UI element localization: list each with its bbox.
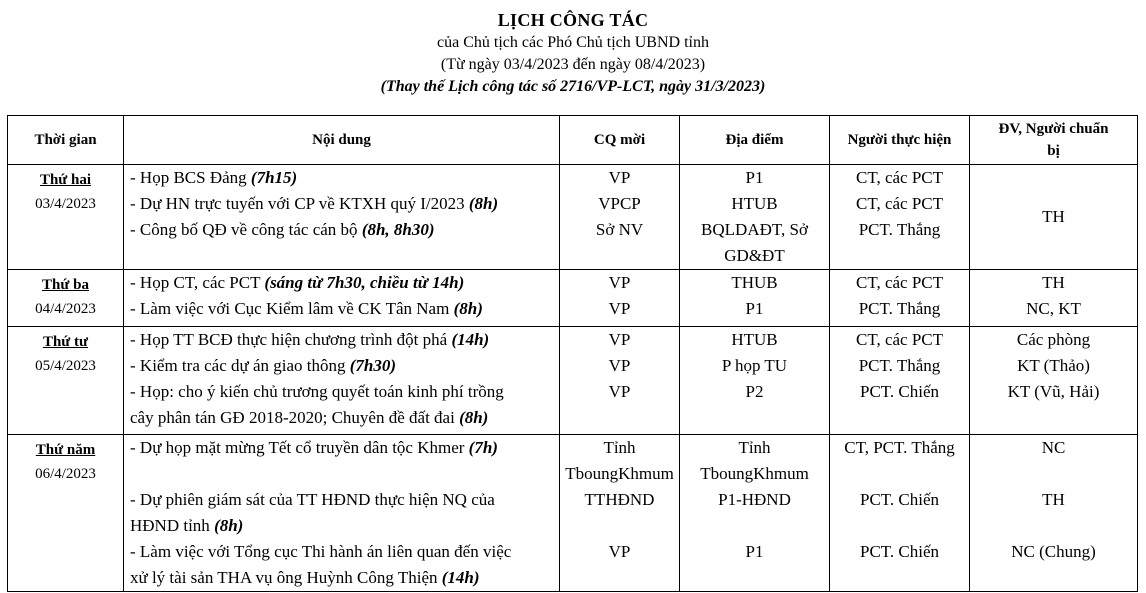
inviter-cell: Tỉnh TboungKhmum TTHĐND VP <box>560 435 680 592</box>
day-date: 04/4/2023 <box>35 301 96 317</box>
table-row-thursday <box>8 435 1138 592</box>
day-name: Thứ ba <box>42 277 89 293</box>
location-cell: Tỉnh TboungKhmum P1-HĐND P1 <box>680 435 830 592</box>
agenda-item: - Dự họp mặt mừng Tết cổ truyền dân tộc Khmer (7h) <box>130 438 498 457</box>
day-cell <box>8 327 124 435</box>
inviter-cell: VP VPCP Sở NV <box>560 165 680 270</box>
col-header-prep: ĐV, Người chuẩn bị <box>970 116 1138 165</box>
day-name: Thứ năm <box>35 442 96 458</box>
day-date: 05/4/2023 <box>35 358 96 374</box>
agenda-item: - Làm việc với Cục Kiểm lâm về CK Tân Nam (8h) <box>130 299 483 318</box>
col-header-location: Địa điểm <box>680 116 830 165</box>
performer-cell: CT, các PCT PCT. Thắng PCT. Chiến <box>830 327 970 435</box>
day-name: Thứ hai <box>39 172 92 188</box>
day-date: 03/4/2023 <box>35 196 96 212</box>
col-header-content: Nội dung <box>124 116 560 165</box>
prep-cell: NC TH NC (Chung) <box>970 435 1138 592</box>
agenda-item: - Họp BCS Đảng (7h15) <box>130 168 298 187</box>
location-cell: THUB P1 <box>680 270 830 327</box>
col-header-time: Thời gian <box>8 116 124 165</box>
performer-cell: CT, các PCT CT, các PCT PCT. Thắng <box>830 165 970 270</box>
prep-cell: TH <box>970 165 1138 270</box>
agenda-item: - Dự phiên giám sát của TT HĐND thực hiện NQ của <box>130 490 495 509</box>
agenda-item-cont: cây phân tán GĐ 2018-2020; Chuyên đề đất đai (8h) <box>130 408 489 427</box>
inviter-cell: VP VP VP <box>560 327 680 435</box>
date-range: (Từ ngày 03/4/2023 đến ngày 08/4/2023) <box>440 56 706 73</box>
performer-cell: CT, PCT. Thắng PCT. Chiến PCT. Chiến <box>830 435 970 592</box>
table-row-monday <box>8 165 1138 270</box>
day-cell <box>8 165 124 270</box>
day-cell <box>8 270 124 327</box>
table-row-tuesday <box>8 270 1138 327</box>
agenda-item: - Họp TT BCĐ thực hiện chương trình đột phá (14h) <box>130 330 490 349</box>
agenda-item-cont: HĐND tỉnh (8h) <box>130 516 244 535</box>
day-cell <box>8 435 124 592</box>
location-cell: P1 HTUB BQLDAĐT, Sở GD&ĐT <box>680 165 830 270</box>
agenda-item: - Công bố QĐ về công tác cán bộ (8h, 8h30) <box>130 220 435 239</box>
location-cell: HTUB P họp TU P2 <box>680 327 830 435</box>
agenda-item: - Họp CT, các PCT (sáng từ 7h30, chiều từ 14h) <box>130 273 465 292</box>
schedule-table <box>7 115 1138 592</box>
content-cell <box>124 270 560 327</box>
inviter-cell: VP VP <box>560 270 680 327</box>
agenda-item: - Dự HN trực tuyến với CP về KTXH quý I/2023 (8h) <box>130 194 499 213</box>
table-row-wednesday <box>8 327 1138 435</box>
agenda-item: - Kiểm tra các dự án giao thông (7h30) <box>130 356 397 375</box>
day-name: Thứ tư <box>42 334 89 350</box>
performer-cell: CT, các PCT PCT. Thắng <box>830 270 970 327</box>
prep-cell: Các phòng KT (Thảo) KT (Vũ, Hải) <box>970 327 1138 435</box>
agenda-item-cont: xử lý tài sản THA vụ ông Huỳnh Công Thiện (14h) <box>130 568 480 587</box>
prep-cell: TH NC, KT <box>970 270 1138 327</box>
content-cell <box>124 435 560 592</box>
agenda-item: - Họp: cho ý kiến chủ trương quyết toán kinh phí trồng <box>130 382 504 401</box>
day-date: 06/4/2023 <box>35 466 96 482</box>
table-header-row <box>8 116 1138 165</box>
col-header-performer: Người thực hiện <box>830 116 970 165</box>
content-cell <box>124 327 560 435</box>
content-cell <box>124 165 560 270</box>
document-title: LỊCH CÔNG TÁC <box>497 10 649 30</box>
replacement-note: (Thay thế Lịch công tác số 2716/VP-LCT, ngày 31/3/2023) <box>380 78 766 95</box>
col-header-inviter: CQ mời <box>560 116 680 165</box>
agenda-item: - Làm việc với Tổng cục Thi hành án liên quan đến việc <box>130 542 512 561</box>
document-subtitle: của Chủ tịch các Phó Chủ tịch UBND tỉnh <box>437 34 709 51</box>
